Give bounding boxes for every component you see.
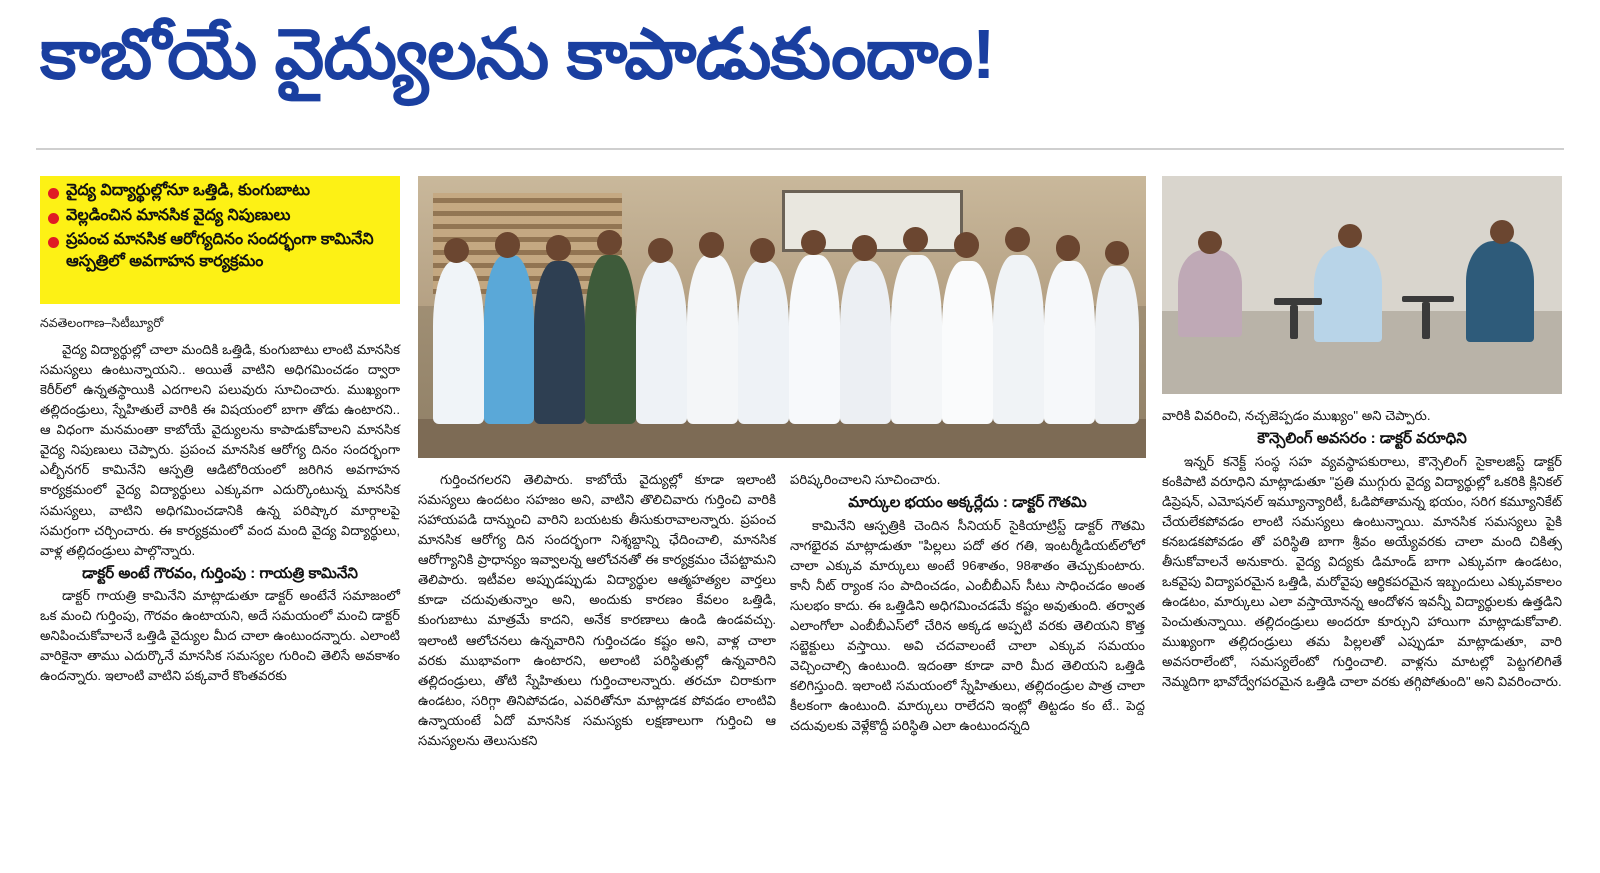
photo-person bbox=[433, 261, 484, 425]
section-subhead: కౌన్సెలింగ్‌ అవసరం : డాక్టర్‌ వరూధిని bbox=[1257, 430, 1467, 448]
highlight-item-label: వెల్లడించిన మానసిక వైద్య నిపుణులు bbox=[66, 206, 291, 224]
paragraph: వైద్య విద్యార్థుల్లో చాలా మందికి ఒత్తిడి, కుంగుబాటు లాంటి మానసిక సమస్యలు ఉంటున్నాయని.. అయితే వాటిని అధిగమించడం ద్వారా కెరీర్‌లో ఉన్నతస్థాయికి ఎదగాలని పలువురు సూచించారు. ముఖ్యంగా తల్లిదండ్రులు, స్నేహితులే వారికి ఈ విషయంలో బాగా తోడు ఉంటారని.. ఆ విధంగా మనమంతా కాబోయే వైద్యులను కాపాడుకోవాలని మానసిక వైద్య నిపుణులు చెప్పారు. ప్రపంచ మానసిక ఆరోగ్య దినం సందర్భంగా ఎల్బీనగర్ కామినేని ఆస్పత్రి ఆడిటోరియంలో జరిగిన అవగాహన కార్యక్రమంలో వైద్య విద్యార్థులు ఎక్కువగా ఎదుర్కొంటున్న మానసిక సమస్యలు, వాటిని అధిగమించడానికి ఉన్న పరిష్కార మార్గాలపై సమగ్రంగా చర్చించారు. ఈ కార్యక్రమంలో వంద మంది వైద్య విద్యార్థులు, వాళ్ల తల్లిదండ్రులు పాల్గొన్నారు. bbox=[40, 342, 400, 558]
photo-person bbox=[891, 255, 942, 424]
photo-person bbox=[738, 261, 789, 425]
highlight-item bbox=[48, 229, 394, 272]
paragraph: గుర్తించగలరని తెలిపారు. కాబోయే వైద్యుల్లో కూడా ఇలాంటి సమస్యలు ఉందటం సహజం అని, వాటిని తొలిచివారు గుర్తించి వారికి సహాయపడి దాన్నుంచి వారిని బయటకు తీసుకురావాలన్నారు. ప్రపంచ మానసిక ఆరోగ్య దిన సందర్భంగా నిశ్శబ్దాన్ని ఛేదించాలి, మానసిక ఆరోగ్యానికి ప్రాధాన్యం ఇవ్వాలన్న ఆలోచనతో ఈ కార్యక్రమం చేపట్టామని తెలిపారు. ఇటీవల అప్పుడప్పుడు విద్యార్థుల ఆత్మహత్యల వార్తలు కూడా చదువుతున్నాం అని, అందుకు కారణం కేవలం ఒత్తిడి, కుంగుబాటు మాత్రమే కాదని, అనేక కారణాలు ఉండి ఉండవచ్చు. ఇలాంటి ఆలోచనలు ఉన్నవారిని గుర్తించడం కష్టం అని, వాళ్ల చాలా వరకు ముభావంగా ఉంటారని, అలాంటి పరిస్థితుల్లో ఉన్నవారిని తల్లిదండ్రులు, తోటి స్నేహితులు గుర్తించాలన్నారు. తరచూ చిరాకుగా ఉండటం, సరిగ్గా తినిపోవడం, ఎవరితోనూ మాట్లాడక పోవడం లాంటివి ఉన్నాయంటే ఏదో మానసిక సమస్యకు లక్షణాలుగా గుర్తించి ఆ సమస్యలను తెలుసుకని bbox=[418, 472, 776, 748]
article-column-2 bbox=[418, 470, 776, 754]
photo-person-head bbox=[1005, 227, 1030, 252]
photo-table-leg bbox=[1290, 305, 1298, 340]
panel-photo bbox=[1162, 176, 1562, 394]
header-divider bbox=[36, 148, 1564, 150]
photo-person bbox=[942, 261, 993, 425]
photo-side-table bbox=[1402, 296, 1454, 303]
photo-person-head bbox=[495, 232, 520, 257]
paragraph: కామినేని ఆస్పత్రికి చెందిన సీనియర్‌ సైకియాట్రిస్ట్‌ డాక్టర్‌ గౌతమి నాగభైరవ మాట్లాడుతూ "పిల్లలు పదో తర గతి, ఇంటర్మీడియట్‌లోలో చాలా ఎక్కువ మార్కులు అంటే 96శాతం, 98శాతం తెచ్చుకుంటారు. కానీ నీట్‌ ర్యాంక సం పాదించడం, ఎంబీబీఎస్‌ సీటు సాధించడం అంత సులభం కాదు. ఈ ఒత్తిడిని అధిగమించడమే కష్టం అవుతుంది. తర్వాత ఎలాంగోలా ఎంబీబీఎస్‌లో చేరిన అక్కడ అప్పటి వరకు తెలియని కొత్త సబ్జెక్టులు వస్తాయి. అవి చదవాలంటే చాలా ఎక్కువ సమయం వెచ్చించాల్సి ఉంటుంది. ఇదంతా కూడా వారి మీద తెలియని ఒత్తిడి కలిగిస్తుంది. ఇలాంటి సమయంలో స్నేహితులు, తల్లిదండ్రుల పాత్ర చాలా కీలకంగా ఉంటుంది. మార్కులు రాలేదని ఇంట్లో తిట్టడం కం టే.. పెద్ద చదువులకు వెళ్లేకొద్దీ పరిస్థితి ఎలా ఉంటుందన్నది bbox=[790, 517, 1145, 734]
photo-floor bbox=[418, 419, 1146, 458]
page-title: కాబోయే వైద్యులను కాపాడుకుందాం! bbox=[40, 15, 995, 93]
photo-person-head bbox=[597, 230, 622, 255]
photo-person-head bbox=[801, 230, 826, 255]
photo-panelist bbox=[1466, 241, 1534, 341]
article-column-4 bbox=[1162, 406, 1562, 695]
photo-person-head bbox=[546, 235, 571, 260]
bullet-dot-icon bbox=[48, 237, 59, 248]
photo-person bbox=[1095, 266, 1139, 424]
photo-person bbox=[840, 261, 891, 425]
photo-person bbox=[534, 261, 585, 425]
article-column-3 bbox=[790, 470, 1145, 739]
section-subhead: మార్కుల భయం అక్కర్లేదు : డాక్టర్‌ గౌతమి bbox=[848, 494, 1087, 512]
photo-panelist-head bbox=[1490, 220, 1514, 244]
photo-panelist-speaking bbox=[1314, 246, 1382, 342]
photo-person-head bbox=[954, 232, 979, 257]
photo-table-leg bbox=[1422, 302, 1430, 339]
photo-person-head bbox=[1105, 241, 1128, 265]
photo-person-head bbox=[750, 238, 775, 263]
photo-panelist-head bbox=[1338, 224, 1362, 248]
group-photo bbox=[418, 176, 1146, 458]
photo-person-head bbox=[903, 227, 928, 252]
byline: నవతెలంగాణ–సిటీబ్యూరో bbox=[40, 316, 164, 330]
paragraph: డాక్టర్‌ గాయత్రి కామినేని మాట్లాడుతూ డాక్టర్‌ అంటేనే సమాజంలో ఒక మంచి గుర్తింపు, గౌరవం ఉంటాయని, అదే సమయంలో మంచి డాక్టర్‌ అనిపించుకోవాలనే ఒత్తిడి వైద్యుల మీద చాలా ఉంటుందన్నారు. ఎలాంటి వారికైనా తాము ఎదుర్కొనే మానసిక సమస్యల గురించి తెలిసే అవకాశం ఉందన్నారు. ఇలాంటి వాటిని పక్కవారే కొంతవరకు bbox=[40, 588, 400, 684]
photo-person-head bbox=[648, 238, 673, 263]
photo-person bbox=[687, 255, 738, 424]
highlight-item-label: ప్రపంచ మానసిక ఆరోగ్యదినం సందర్భంగా కామినేని ఆస్పత్రిలో అవగాహన కార్యక్రమం bbox=[66, 231, 374, 270]
photo-person bbox=[789, 255, 840, 424]
photo-person bbox=[1044, 261, 1095, 425]
photo-person-head bbox=[699, 232, 724, 257]
highlight-item bbox=[48, 180, 394, 202]
photo-person bbox=[585, 255, 636, 424]
photo-person bbox=[993, 255, 1044, 424]
photo-side-table bbox=[1274, 298, 1322, 305]
photo-person-head bbox=[852, 235, 877, 260]
photo-person bbox=[636, 261, 687, 425]
highlight-item bbox=[48, 205, 394, 227]
photo-person-head bbox=[1056, 235, 1081, 260]
section-subhead: డాక్టర్‌ అంటే గౌరవం, గుర్తింపు : గాయత్రి కామినేని bbox=[82, 564, 358, 582]
article-column-1 bbox=[40, 340, 400, 690]
bullet-dot-icon bbox=[48, 188, 59, 199]
highlight-item-label: వైద్య విద్యార్థుల్లోనూ ఒత్తిడి, కుంగుబాటు bbox=[66, 182, 310, 199]
highlight-box bbox=[40, 176, 400, 304]
paragraph: వారికి వివరించి, నచ్చజెప్పడం ముఖ్యం" అని చెప్పారు. bbox=[1162, 408, 1431, 423]
photo-panelist bbox=[1178, 250, 1242, 337]
photo-person bbox=[484, 255, 535, 424]
paragraph: పరిష్కరించాలని సూచించారు. bbox=[790, 472, 941, 487]
bullet-dot-icon bbox=[48, 213, 59, 224]
paragraph: ఇన్నర్‌ కనెక్ట్‌ సంస్థ సహ వ్యవస్థాపకురాలు, కౌన్సెలింగ్‌ సైకాలజిస్ట్‌ డాక్టర్‌ కంకిపాటి వరూధిని మాట్లాడుతూ "ప్రతి ముగ్గురు వైద్య విద్యార్థుల్లో ఒకరికి క్లినికల్‌ డిప్రెషన్‌, ఎమోషనల్‌ ఇమ్యూన్యారిటీ, ఓడిపోతామన్న భయం, సరిగ కమ్యూనికేట్‌ చేయలేకపోవడం లాంటి సమస్యలు ఉంటున్నాయి. మానసిక సమస్యలు పైకి కనబడకపోవడం తో పరిస్థితి బాగా శ్రీవం అయ్యేవరకు చాలా మంది చికిత్స తీసుకోవాలనే అనుకారు. వైద్య విద్యకు డిమాండ్‌ బాగా ఎక్కువగా ఉండటం, ఒకవైపు విద్యాపరమైన ఒత్తిడి, మరోవైపు ఆర్థికపరమైన ఇబ్బందులు ఎక్కువకాలం ఉండటం, మార్కులు ఎలా వస్తాయోనన్న ఆందోళన ఇవన్నీ విద్యార్థులకు ఉత్తడిని పెంచుతున్నాయి. తల్లిదండ్రులు అందరూ కూర్చుని హాయిగా మాట్లాడుకోవాలి. ముఖ్యంగా తల్లిదండ్రులు తమ పిల్లలతో ఎప్పుడూ మాట్లాడుతూ, వారి అవసరాలేంటో, సమస్యలేంటో గుర్తించాలి. వాళ్లను మాటల్లో పెట్టగలిగితే నెమ్మదిగా భావోద్వేగపరమైన ఒత్తిడి చాలా వరకు తగ్గిపోతుంది" అని వివరించారు. bbox=[1162, 453, 1562, 690]
photo-panelist-head bbox=[1198, 231, 1222, 255]
